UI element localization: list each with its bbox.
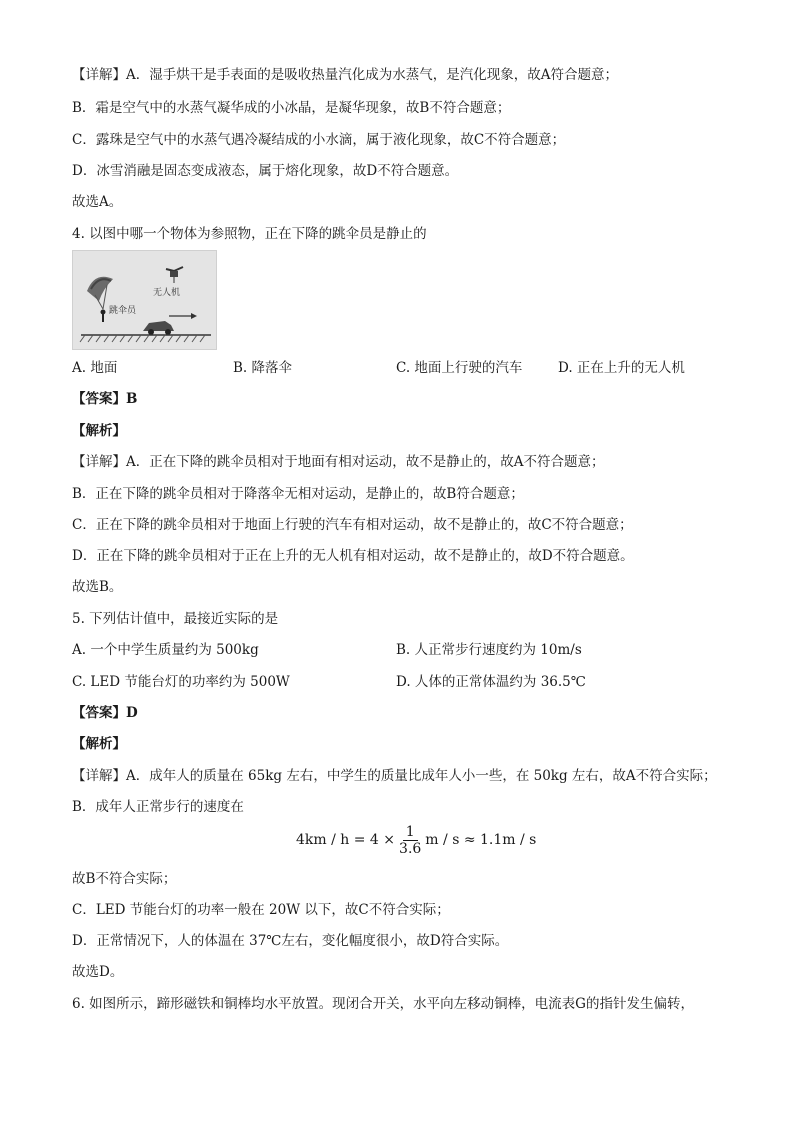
drone-label: 无人机 xyxy=(153,288,181,298)
formula-left: 4km / h = 4 × xyxy=(296,832,396,848)
q3-conclusion: 故选A。 xyxy=(72,194,123,210)
q4-question: 4. 以图中哪一个物体为参照物，正在下降的跳伞员是静止的 xyxy=(72,226,427,242)
q5-option-b: B. 人正常步行速度约为 10m/s xyxy=(396,642,582,658)
q4-detail-d: D．正在下降的跳伞员相对于正在上升的无人机有相对运动，故不是静止的，故D不符合题意。 xyxy=(72,548,634,564)
q4-analysis: 【解析】 xyxy=(72,423,126,439)
formula-right: m / s ≈ 1.1m / s xyxy=(425,832,537,848)
q5-detail-c: C．LED 节能台灯的功率一般在 20W 以下，故C不符合实际； xyxy=(72,902,450,918)
q5-option-a: A. 一个中学生质量约为 500kg xyxy=(72,642,259,658)
q5-answer: 【答案】D xyxy=(72,705,138,721)
q5-detail-d: D．正常情况下，人的体温在 37℃左右，变化幅度很小，故D符合实际。 xyxy=(72,933,509,949)
q4-detail-b: B．正在下降的跳伞员相对于降落伞无相对运动，是静止的，故B符合题意； xyxy=(72,486,524,502)
q5-detail-b2: 故B不符合实际； xyxy=(72,871,177,887)
formula-numerator: 1 xyxy=(403,824,418,841)
q3-detail-b: B．霜是空气中的水蒸气凝华成的小冰晶，是凝华现象，故B不符合题意； xyxy=(72,100,511,116)
parachute-scene-illustration xyxy=(73,251,216,349)
q5-option-c: C. LED 节能台灯的功率约为 500W xyxy=(72,674,290,690)
q4-option-b: B. 降落伞 xyxy=(233,360,293,376)
q5-conclusion: 故选D。 xyxy=(72,964,124,980)
q3-detail-d: D．冰雪消融是固态变成液态，属于熔化现象，故D不符合题意。 xyxy=(72,163,459,179)
q4-conclusion: 故选B。 xyxy=(72,579,123,595)
q5-option-d: D. 人体的正常体温约为 36.5℃ xyxy=(396,674,586,690)
formula-denominator: 3.6 xyxy=(399,840,422,857)
parachute-figure xyxy=(72,250,217,350)
jumper-label: 跳伞员 xyxy=(109,306,137,316)
q5-question: 5. 下列估计值中，最接近实际的是 xyxy=(72,611,279,627)
q3-detail-a: 【详解】A．湿手烘干是手表面的是吸收热量汽化成为水蒸气，是汽化现象，故A符合题意； xyxy=(72,67,618,83)
formula-fraction xyxy=(399,824,421,857)
q5-detail-b: B．成年人正常步行的速度在 xyxy=(72,799,244,815)
q3-detail-c: C．露珠是空气中的水蒸气遇冷凝结成的小水滴，属于液化现象，故C不符合题意； xyxy=(72,132,566,148)
q6-question: 6. 如图所示，蹄形磁铁和铜棒均水平放置。现闭合开关，水平向左移动铜棒，电流表G的指针发生偏转， xyxy=(72,996,694,1012)
q4-option-c: C. 地面上行驶的汽车 xyxy=(396,360,523,376)
q4-option-d: D. 正在上升的无人机 xyxy=(558,360,685,376)
q5-detail-a: 【详解】A．成年人的质量在 65kg 左右，中学生的质量比成年人小一些，在 50kg 左右，故A不符合实际； xyxy=(72,768,717,784)
q5-analysis: 【解析】 xyxy=(72,736,126,752)
speed-conversion-formula xyxy=(296,820,536,860)
q4-option-a: A. 地面 xyxy=(72,360,118,376)
q4-answer: 【答案】B xyxy=(72,391,138,407)
q4-detail-a: 【详解】A．正在下降的跳伞员相对于地面有相对运动，故不是静止的，故A不符合题意； xyxy=(72,454,605,470)
q4-detail-c: C．正在下降的跳伞员相对于地面上行驶的汽车有相对运动，故不是静止的，故C不符合题意； xyxy=(72,517,633,533)
